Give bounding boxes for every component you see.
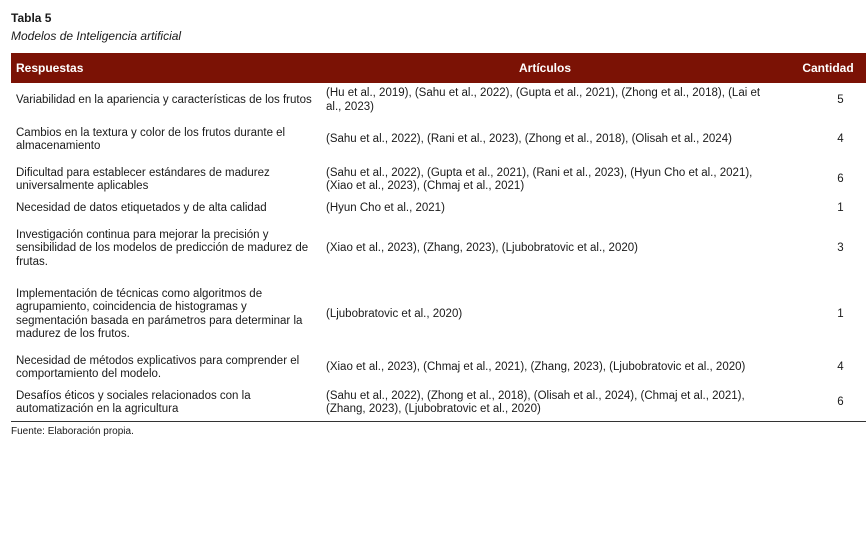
table-row xyxy=(11,118,866,162)
header-cantidad: Cantidad xyxy=(802,61,854,75)
cell-respuesta: Implementación de técnicas como algoritmos de agrupamiento, coincidencia de histogramas y segmentación basada en parámetros para determinar la madurez de los frutos. xyxy=(16,287,303,340)
table-row xyxy=(11,351,866,386)
cell-cantidad: 4 xyxy=(837,133,844,146)
cell-respuesta: Dificultad para establecer estándares de madurez universalmente aplicables xyxy=(16,166,270,192)
cell-cantidad: 6 xyxy=(769,386,866,422)
cell-cantidad: 3 xyxy=(837,242,844,255)
cell-respuesta: Desafíos éticos y sociales relacionados con la automatización en la agricultura xyxy=(11,386,321,422)
cell-respuesta: Investigación continua para mejorar la precisión y sensibilidad de los modelos de predicción de madurez de frutas. xyxy=(16,228,309,268)
header-articulos: Artículos xyxy=(518,61,571,75)
cell-cantidad: 5 xyxy=(837,93,844,106)
table-row xyxy=(11,162,866,198)
table-number: Tabla 5 xyxy=(11,11,52,25)
cell-respuesta: Necesidad de métodos explicativos para comprender el comportamiento del modelo. xyxy=(16,354,300,380)
cell-respuesta: Variabilidad en la apariencia y características de los frutos xyxy=(16,93,312,106)
table-source-note: Fuente: Elaboración propia. xyxy=(11,425,134,437)
cell-respuesta: Necesidad de datos etiquetados y de alta calidad xyxy=(16,202,267,214)
cell-cantidad: 1 xyxy=(837,202,844,214)
models-table xyxy=(11,53,866,422)
table-row xyxy=(11,279,866,351)
header-respuestas: Respuestas xyxy=(16,61,84,75)
table-row xyxy=(11,198,866,220)
cell-articulos: (Hyun Cho et al., 2021) xyxy=(326,202,445,214)
cell-cantidad: 4 xyxy=(837,361,844,374)
cell-cantidad: 6 xyxy=(837,173,844,186)
table-container xyxy=(11,11,857,437)
table-row xyxy=(11,83,866,118)
table-caption: Modelos de Inteligencia artificial xyxy=(11,29,182,43)
table-row xyxy=(11,220,866,279)
table-header-row xyxy=(11,53,866,83)
cell-articulos: (Xiao et al., 2023), (Zhang, 2023), (Ljubobratovic et al., 2020) xyxy=(326,242,638,255)
table-row xyxy=(11,386,866,422)
cell-respuesta: Cambios en la textura y color de los frutos durante el almacenamiento xyxy=(16,126,286,152)
cell-articulos: (Sahu et al., 2022), (Rani et al., 2023), (Zhong et al., 2018), (Olisah et al., 2024) xyxy=(326,133,732,146)
cell-articulos: (Sahu et al., 2022), (Zhong et al., 2018), (Olisah et al., 2024), (Chmaj et al., 2021), (Zhang, 2023), (Ljubobratovic et al., 2020) xyxy=(321,386,769,422)
cell-articulos: (Sahu et al., 2022), (Gupta et al., 2021), (Rani et al., 2023), (Hyun Cho et al., 2021), (Xiao et al., 2023), (Chmaj et al., 2021) xyxy=(326,166,753,192)
cell-articulos: (Xiao et al., 2023), (Chmaj et al., 2021), (Zhang, 2023), (Ljubobratovic et al., 2020) xyxy=(326,361,746,374)
cell-cantidad: 1 xyxy=(837,307,844,320)
cell-articulos: (Ljubobratovic et al., 2020) xyxy=(326,307,463,320)
cell-articulos: (Hu et al., 2019), (Sahu et al., 2022), (Gupta et al., 2021), (Zhong et al., 2018), (Lai et al., 2023) xyxy=(326,87,761,113)
